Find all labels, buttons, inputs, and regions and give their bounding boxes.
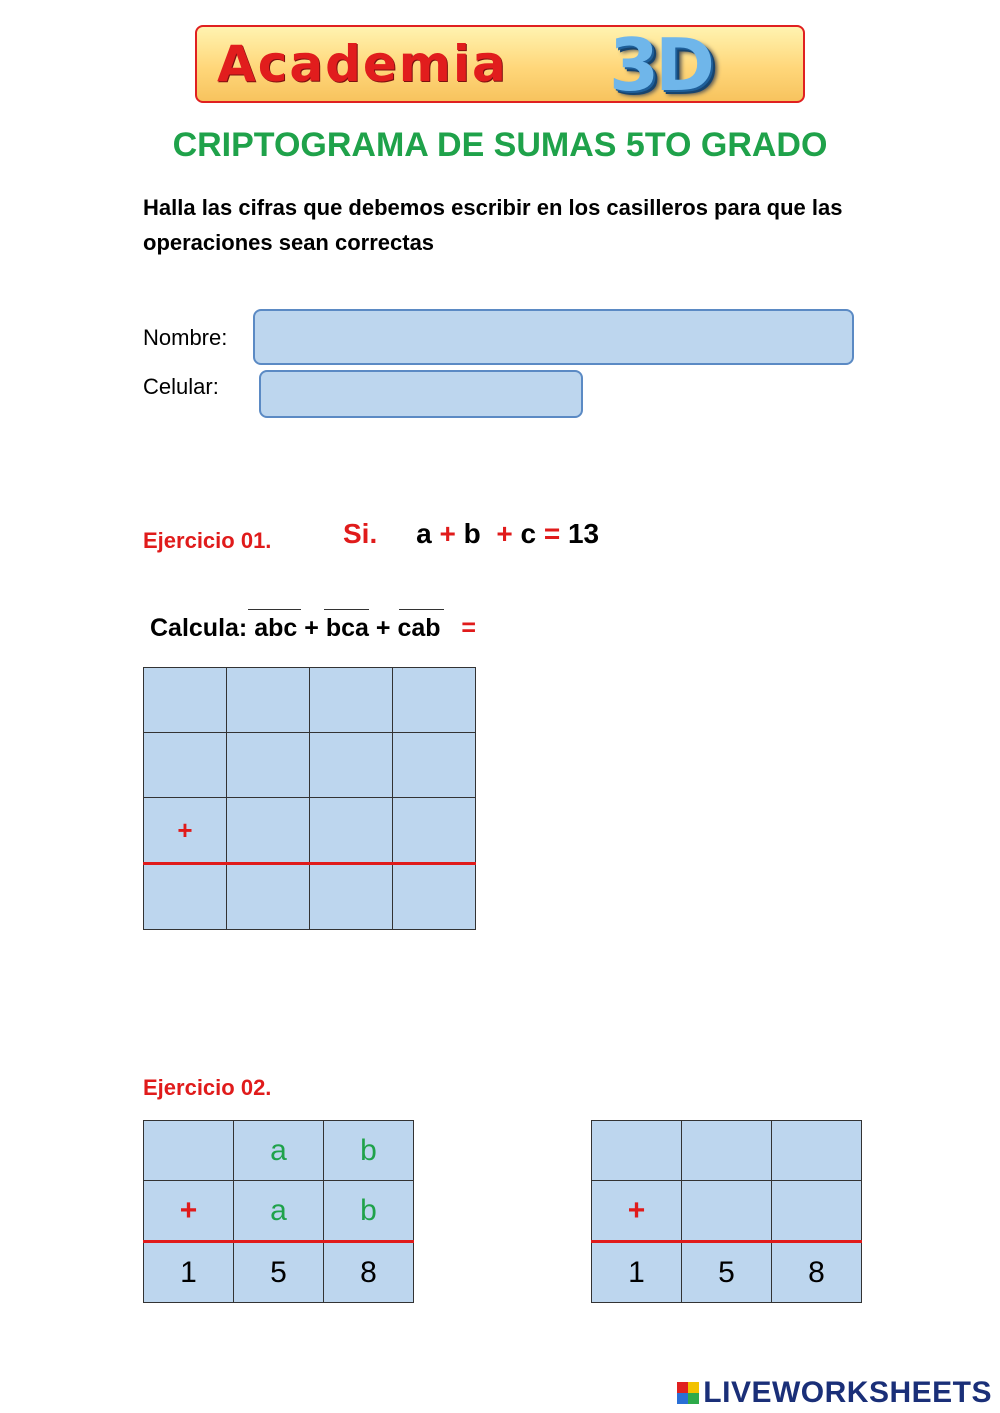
name-label: Nombre:: [143, 325, 228, 350]
answer-input[interactable]: [310, 865, 392, 929]
grid-cell: 1: [144, 1242, 234, 1303]
term-abc: abc: [254, 614, 298, 642]
exercise1-calc: [150, 614, 476, 643]
plus-cell: +: [144, 1181, 234, 1242]
answer-input[interactable]: [682, 1121, 771, 1180]
grid-cell[interactable]: [227, 733, 310, 798]
grid-cell: a: [234, 1181, 324, 1242]
grid-row-sum: [592, 1242, 862, 1303]
grid-row: [144, 1181, 414, 1242]
answer-input[interactable]: [682, 1181, 771, 1240]
phone-input[interactable]: [259, 370, 583, 418]
grid-cell[interactable]: [393, 864, 476, 930]
exercise1-title: Ejercicio 01.: [143, 528, 272, 553]
liveworksheets-icon: [677, 1382, 699, 1404]
answer-input[interactable]: [227, 733, 309, 797]
var-a: a: [416, 518, 432, 549]
page-title: CRIPTOGRAMA DE SUMAS 5TO GRADO: [172, 126, 828, 164]
answer-input[interactable]: [772, 1121, 861, 1180]
answer-input[interactable]: [310, 668, 392, 732]
answer-input[interactable]: [310, 798, 392, 862]
answer-input[interactable]: [144, 668, 226, 732]
answer-input[interactable]: [310, 733, 392, 797]
grid-cell[interactable]: [682, 1181, 772, 1242]
grid-row: [144, 798, 476, 864]
plus-cell: +: [144, 798, 227, 864]
grid-cell[interactable]: [310, 798, 393, 864]
grid-cell[interactable]: [144, 733, 227, 798]
grid-cell: 5: [234, 1242, 324, 1303]
logo-3d-mark: 3D: [609, 23, 711, 107]
exercise1-condition: [343, 518, 599, 550]
grid-cell: [144, 1121, 234, 1181]
phone-label: Celular:: [143, 374, 219, 399]
plus-sign: +: [375, 614, 391, 642]
grid-cell[interactable]: [682, 1121, 772, 1181]
plus-sign: +: [304, 614, 319, 642]
name-input[interactable]: [253, 309, 854, 365]
grid-cell[interactable]: [393, 733, 476, 798]
grid-cell: 8: [324, 1242, 414, 1303]
grid-cell[interactable]: [592, 1121, 682, 1181]
grid-cell[interactable]: [227, 864, 310, 930]
answer-input[interactable]: [227, 668, 309, 732]
grid-cell: a: [234, 1121, 324, 1181]
academia-3d-logo: [195, 23, 805, 107]
grid-cell: 5: [682, 1242, 772, 1303]
term-bca: bca: [325, 614, 369, 642]
answer-input[interactable]: [592, 1121, 681, 1180]
overline-abc: [248, 609, 301, 610]
grid-cell[interactable]: [772, 1121, 862, 1181]
grid-cell[interactable]: [310, 668, 393, 733]
grid-row: [592, 1121, 862, 1181]
overline-bca: [324, 609, 369, 610]
grid-cell[interactable]: [310, 733, 393, 798]
overline-cab: [399, 609, 444, 610]
answer-input[interactable]: [393, 798, 475, 862]
grid-row: [592, 1181, 862, 1242]
equals-sign: =: [543, 518, 561, 549]
exercise1-grid: [143, 667, 476, 930]
grid-row: [144, 733, 476, 798]
answer-input[interactable]: [393, 668, 475, 732]
answer-input[interactable]: [227, 865, 309, 929]
term-cab: cab: [397, 614, 441, 642]
grid-row: [144, 1121, 414, 1181]
grid-row: [144, 668, 476, 733]
exercise2-example-grid: [143, 1120, 414, 1303]
grid-cell[interactable]: [772, 1181, 862, 1242]
grid-row-sum: [144, 1242, 414, 1303]
grid-cell[interactable]: [393, 798, 476, 864]
grid-cell[interactable]: [227, 668, 310, 733]
plus-cell: +: [592, 1181, 682, 1242]
liveworksheets-brand: [677, 1376, 992, 1410]
grid-cell: b: [324, 1181, 414, 1242]
grid-cell[interactable]: [144, 864, 227, 930]
si-label: Si.: [343, 518, 378, 549]
grid-cell[interactable]: [393, 668, 476, 733]
exercise2-answer-grid: [591, 1120, 862, 1303]
calc-label: Calcula:: [150, 614, 248, 642]
answer-input[interactable]: [144, 733, 226, 797]
var-c: c: [520, 518, 537, 549]
grid-cell[interactable]: [310, 864, 393, 930]
condition-result: 13: [567, 518, 600, 549]
exercise2-title: Ejercicio 02.: [143, 1075, 272, 1100]
grid-cell: b: [324, 1121, 414, 1181]
logo-word: Academia: [217, 35, 508, 93]
plus-sign: +: [496, 518, 513, 549]
grid-cell[interactable]: [227, 798, 310, 864]
answer-input[interactable]: [227, 798, 309, 862]
var-b: b: [463, 518, 481, 549]
plus-sign: +: [439, 518, 456, 549]
brand-text: LIVEWORKSHEETS: [703, 1376, 992, 1409]
grid-cell: 1: [592, 1242, 682, 1303]
answer-input[interactable]: [393, 865, 475, 929]
answer-input[interactable]: [393, 733, 475, 797]
grid-row-sum: [144, 864, 476, 930]
instructions-text: Halla las cifras que debemos escribir en los casilleros para que las operaciones sean correctas: [143, 195, 843, 255]
answer-input[interactable]: [772, 1181, 861, 1240]
equals-sign: =: [461, 614, 476, 642]
grid-cell: 8: [772, 1242, 862, 1303]
grid-cell[interactable]: [144, 668, 227, 733]
answer-input[interactable]: [144, 865, 226, 929]
